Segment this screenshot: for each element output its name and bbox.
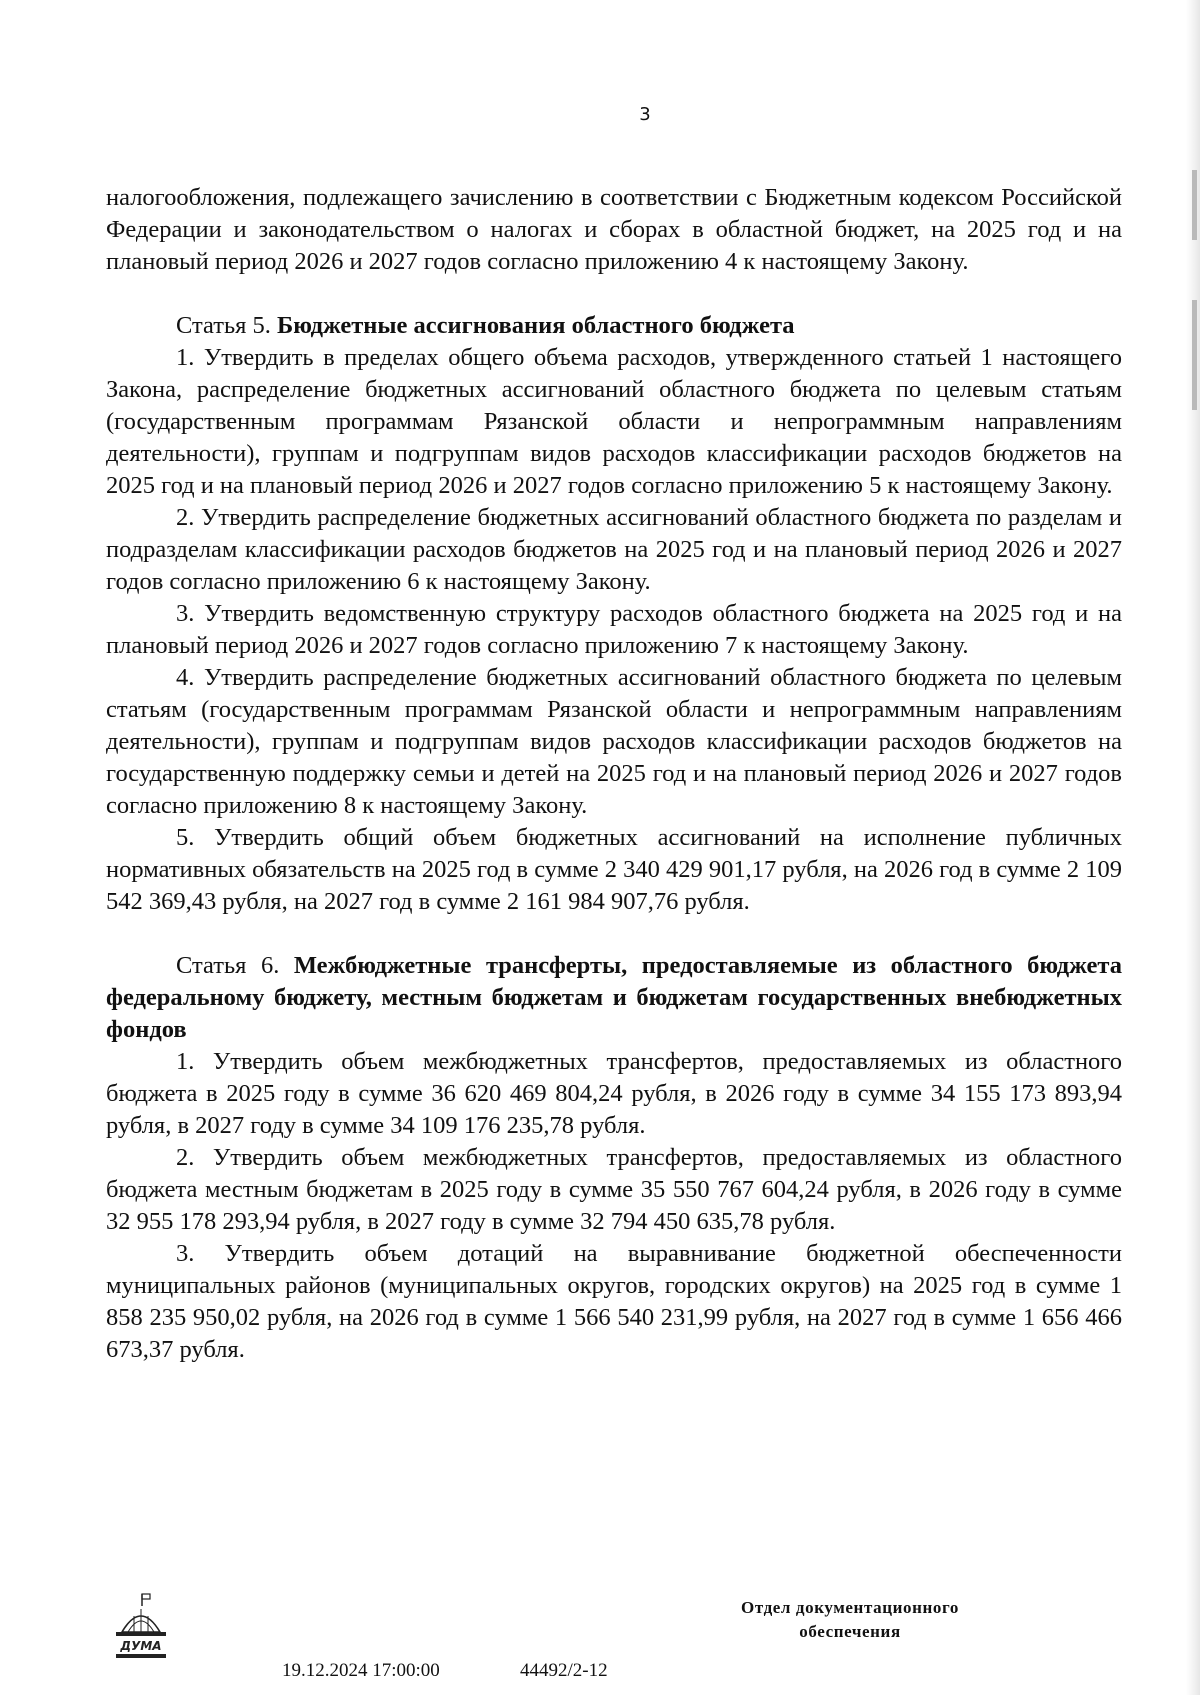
footer-date: 19.12.2024 17:00:00 (282, 1660, 440, 1681)
article-6-item: 3. Утвердить объем дотаций на выравнивание бюджетной обеспеченности муниципальных районов (муниципальных округов, городских округов) на 2025 год в сумме 1 858 235 950,02 рубля, на 2026 год в сумме 1 566 540 231,99 рубля, на 2027 год в сумме 1 656 466 673,37 рубля. (106, 1240, 1122, 1363)
logo-text: ДУМА (120, 1639, 162, 1653)
scan-mark (1192, 300, 1197, 410)
article-5-item: 5. Утвердить общий объем бюджетных ассигнований на исполнение публичных нормативных обязательств на 2025 год в сумме 2 340 429 901,17 рубля, на 2026 год в сумме 2 109 542 369,43 рубля, на 2027 год в сумме 2 161 984 907,76 рубля. (106, 824, 1122, 915)
document-body (106, 182, 1122, 1366)
footer-department-stamp (700, 1596, 1000, 1644)
article-6-heading (106, 950, 1122, 1046)
article-6-label: Статья 6. (176, 952, 280, 979)
scan-mark (1192, 170, 1197, 240)
article-6-item: 2. Утвердить объем межбюджетных трансфертов, предоставляемых из областного бюджета местным бюджетам в 2025 году в сумме 35 550 767 604,24 рубля, в 2026 году в сумме 32 955 178 293,94 рубля, в 2027 году в сумме 32 794 450 635,78 рубля. (106, 1144, 1122, 1235)
intro-paragraph: налогообложения, подлежащего зачислению в соответствии с Бюджетным кодексом Российской Федерации и законодательством о налогах и сборах в областной бюджет, на 2025 год и на плановый период 2026 и 2027 годов согласно приложению 4 к настоящему Закону. (106, 184, 1122, 275)
article-5-title: Бюджетные ассигнования областного бюджета (277, 312, 795, 339)
page-number: 3 (639, 104, 651, 125)
article-6-title: Межбюджетные трансферты, предоставляемые из областного бюджета федеральному бюджету, местным бюджетам и бюджетам государственных внебюджетных фондов (106, 952, 1123, 1043)
article-5-heading (106, 310, 1122, 342)
department-line-2: обеспечения (799, 1622, 901, 1641)
article-5-item: 1. Утвердить в пределах общего объема расходов, утвержденного статьей 1 настоящего Закона, распределение бюджетных ассигнований областного бюджета по целевым статьям (государственным программам Рязанской области и непрограммным направлениям деятельности), группам и подгруппам видов расходов классификации расходов бюджетов на 2025 год и на плановый период 2026 и 2027 годов согласно приложению 5 к настоящему Закону. (106, 344, 1122, 499)
article-5-item: 2. Утвердить распределение бюджетных ассигнований областного бюджета по разделам и подразделам классификации расходов бюджетов на 2025 год и на плановый период 2026 и 2027 годов согласно приложению 6 к настоящему Закону. (106, 504, 1122, 595)
article-5-label: Статья 5. (176, 312, 271, 339)
article-5-item: 4. Утвердить распределение бюджетных ассигнований областного бюджета по целевым статьям (государственным программам Рязанской области и непрограммным направлениям деятельности), группам и подгруппам видов расходов классификации расходов бюджетов на государственную поддержку семьи и детей на 2025 год и на плановый период 2026 и 2027 годов согласно приложению 8 к настоящему Закону. (106, 664, 1122, 819)
scan-edge (1186, 0, 1200, 1695)
duma-logo (112, 1592, 170, 1666)
footer-doc-number: 44492/2-12 (520, 1660, 608, 1681)
article-5-item: 3. Утвердить ведомственную структуру расходов областного бюджета на 2025 год и на плановый период 2026 и 2027 годов согласно приложению 7 к настоящему Закону. (106, 600, 1122, 659)
department-line-1: Отдел документационного (741, 1598, 959, 1617)
article-6-item: 1. Утвердить объем межбюджетных трансфертов, предоставляемых из областного бюджета в 2025 году в сумме 36 620 469 804,24 рубля, в 2026 году в сумме 34 155 173 893,94 рубля, в 2027 году в сумме 34 109 176 235,78 рубля. (106, 1048, 1122, 1139)
duma-building-icon (112, 1592, 170, 1666)
